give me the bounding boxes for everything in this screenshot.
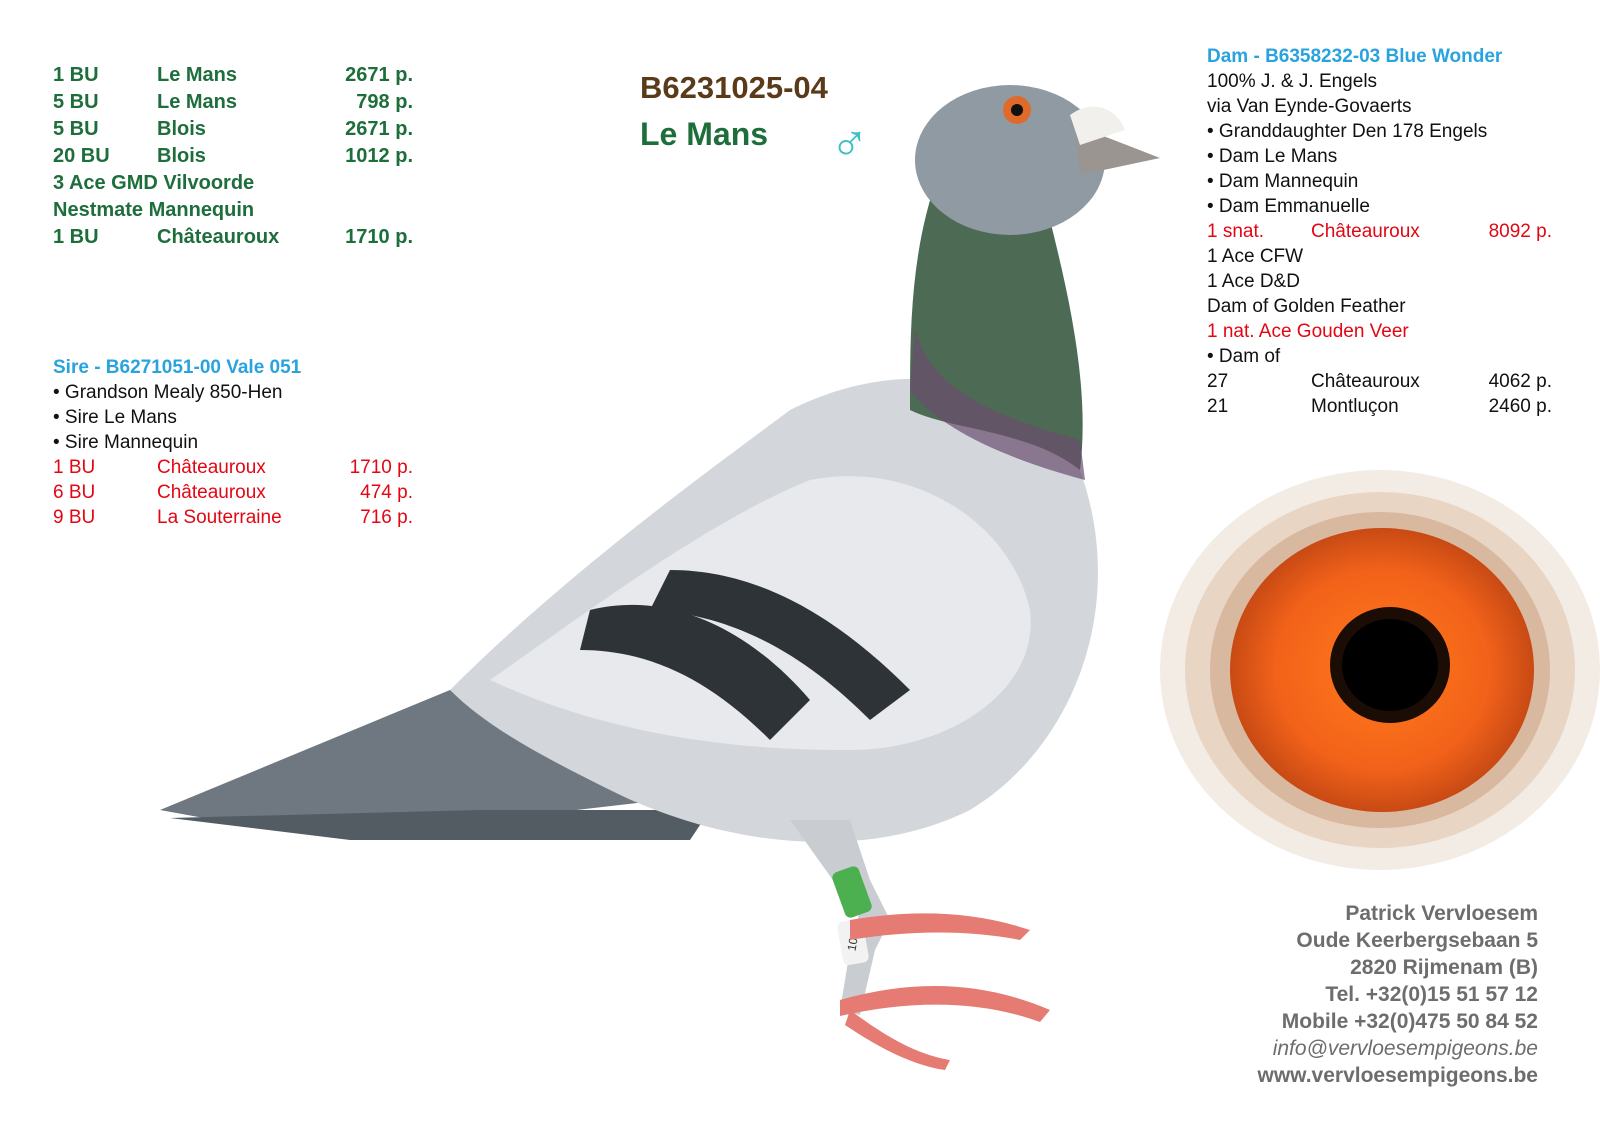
contact-street: Oude Keerbergsebaan 5	[1296, 929, 1538, 952]
result-points: 798 p.	[356, 91, 413, 113]
contact-block	[1258, 900, 1539, 1089]
eye-closeup-image	[1150, 470, 1600, 870]
result-race: Montluçon	[1311, 396, 1399, 417]
dam-result-row	[1207, 219, 1552, 244]
result-place: 1 BU	[53, 226, 99, 248]
result-points: 2671 p.	[345, 118, 413, 140]
sire-title: Sire - B6271051-00 Vale 051	[53, 357, 302, 378]
eye-pupil-core	[1342, 619, 1438, 711]
pigeon-image	[150, 50, 1200, 1090]
dam-highlight-line: 1 nat. Ace Gouden Veer	[1207, 321, 1409, 342]
result-race: Le Mans	[157, 64, 238, 86]
result-place: 21	[1207, 396, 1229, 417]
result-place: 1 BU	[53, 64, 99, 86]
dam-block	[1207, 44, 1552, 419]
sire-line: • Sire Le Mans	[53, 407, 177, 428]
result-points: 4062 p.	[1488, 371, 1552, 392]
result-race: Châteauroux	[157, 457, 266, 478]
contact-mobile: Mobile +32(0)475 50 84 52	[1281, 1010, 1538, 1033]
result-points: 716 p.	[360, 507, 413, 528]
dam-line: • Granddaughter Den 178 Engels	[1207, 121, 1488, 142]
result-place: 20 BU	[53, 145, 110, 167]
result-points: 8092 p.	[1488, 221, 1552, 242]
contact-email-link[interactable]: info@vervloesempigeons.be	[1272, 1037, 1538, 1060]
result-points: 474 p.	[360, 482, 413, 503]
contact-tel: Tel. +32(0)15 51 57 12	[1325, 983, 1538, 1006]
sire-line: • Grandson Mealy 850-Hen	[53, 382, 283, 403]
result-place: 27	[1207, 371, 1229, 392]
contact-website-link[interactable]: www.vervloesempigeons.be	[1257, 1064, 1538, 1087]
dam-line: 1 Ace D&D	[1207, 271, 1300, 292]
result-text: Nestmate Mannequin	[53, 199, 255, 221]
dam-offspring-row	[1207, 394, 1552, 419]
result-points: 2460 p.	[1488, 396, 1552, 417]
result-place: 9 BU	[53, 507, 96, 528]
dam-line: Dam of Golden Feather	[1207, 296, 1406, 317]
result-race: Châteauroux	[1311, 371, 1420, 392]
result-race: Châteauroux	[1311, 221, 1420, 242]
dam-line: • Dam of	[1207, 346, 1281, 367]
result-race: Blois	[157, 118, 206, 140]
dam-line: • Dam Emmanuelle	[1207, 196, 1370, 217]
toe-back	[845, 1010, 950, 1070]
result-points: 1012 p.	[345, 145, 413, 167]
foot-front	[850, 913, 1030, 940]
result-place: 5 BU	[53, 118, 99, 140]
result-text: 3 Ace GMD Vilvoorde	[53, 172, 255, 194]
sire-line: • Sire Mannequin	[53, 432, 199, 453]
dam-line: • Dam Le Mans	[1207, 146, 1338, 167]
result-points: 1710 p.	[345, 226, 413, 248]
male-symbol-icon: ♂	[830, 115, 869, 173]
result-points: 1710 p.	[349, 457, 413, 478]
dam-line: • Dam Mannequin	[1207, 171, 1359, 192]
pigeon-ring-number: B6231025-04	[640, 70, 828, 105]
contact-city: 2820 Rijmenam (B)	[1350, 956, 1538, 979]
dam-line: via Van Eynde-Govaerts	[1207, 96, 1412, 117]
result-race: Châteauroux	[157, 482, 266, 503]
dam-offspring-row	[1207, 369, 1552, 394]
pigeon-name: Le Mans	[640, 116, 769, 152]
result-race: Blois	[157, 145, 206, 167]
contact-name: Patrick Vervloesem	[1345, 902, 1538, 925]
result-place: 5 BU	[53, 91, 99, 113]
dam-line: 1 Ace CFW	[1207, 246, 1304, 267]
result-place: 1 snat.	[1207, 221, 1265, 242]
result-place: 1 BU	[53, 457, 96, 478]
pigeon-pupil	[1011, 104, 1023, 116]
dam-line: 100% J. & J. Engels	[1207, 71, 1378, 92]
result-race: Le Mans	[157, 91, 238, 113]
dam-title: Dam - B6358232-03 Blue Wonder	[1207, 46, 1503, 67]
result-race: La Souterraine	[157, 507, 282, 528]
result-race: Châteauroux	[157, 226, 280, 248]
result-place: 6 BU	[53, 482, 96, 503]
foot-back	[840, 986, 1050, 1022]
result-points: 2671 p.	[345, 64, 413, 86]
